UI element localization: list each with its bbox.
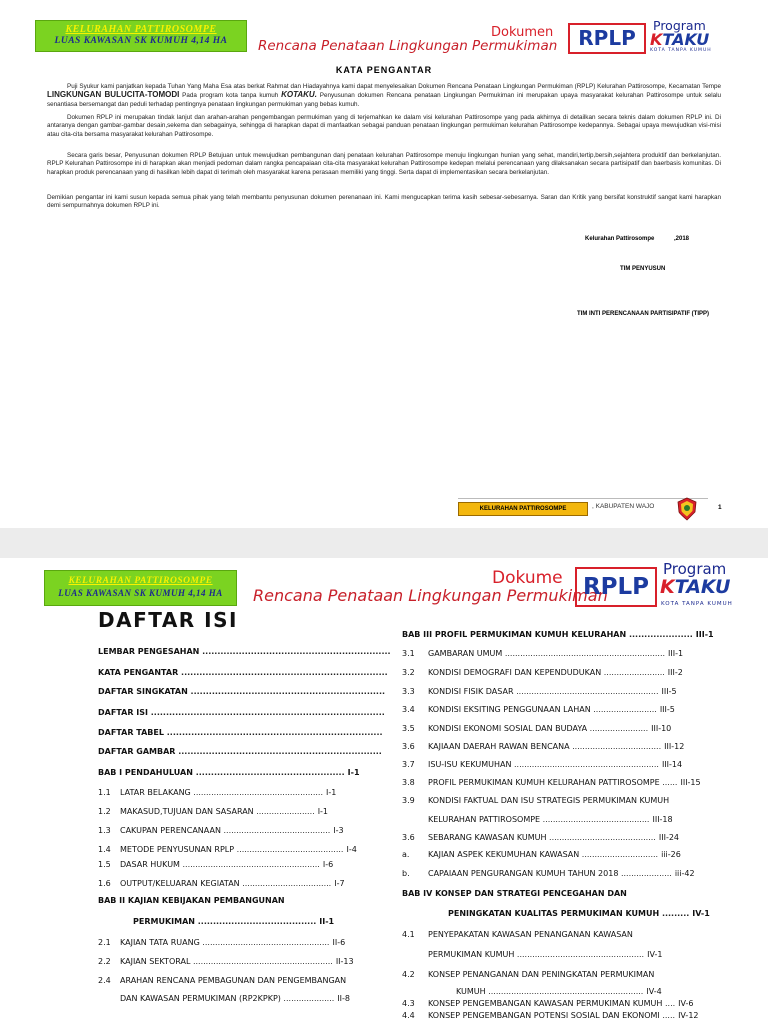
toc-entry-title: LEMBAR PENGESAHAN [98, 647, 200, 656]
toc-entry-title: KONDISI EKSITING PENGGUNAAN LAHAN [428, 705, 591, 714]
dokumen-label: Dokume [492, 568, 563, 588]
banner-line-2: LUAS KAWASAN SK KUMUH 4,14 HA [58, 588, 223, 598]
toc-entry-title: DAFTAR TABEL [98, 728, 164, 737]
toc-entry-page: III-14 [661, 760, 683, 769]
footer-divider [458, 498, 708, 499]
toc-entry-page: III-1 [695, 630, 714, 639]
toc-entry [402, 705, 675, 714]
wajo-emblem-icon [676, 497, 698, 521]
toc-entry-leader: ............................................................... [502, 649, 666, 658]
toc-entry [402, 833, 679, 842]
toc-entry [402, 649, 683, 658]
toc-entry-title: KELURAHAN PATTIROSOMPE [428, 815, 541, 824]
toc-entry [98, 807, 328, 816]
paragraph-1: Puji Syukur kami panjatkan kepada Tuhan Yang Maha Esa atas berkat Rahmat dan Hiadayahnya kami dapat menyelesaikan Dokumen Rencana Penataan Lingkungan Permukiman (RPLP) Kelurahan Pattirosompe, Kecamatan Tempe LINGKUNGAN BULUCITA-TOMODI Pada program kota tanpa kumuh KOTAKU. Penyusunan dokumen Rencana penataan Lingkungan Permukiman ini merupakan upaya masyarakat kelurahan Pattirosompe untuk selalu senantiasa bersemangat dan peduli terhadap pentingnya penataan lingkungan permukiman yang bebas kumuh. [47, 83, 722, 108]
toc-entry [402, 668, 683, 677]
kotaku-subtitle: KOTA TANPA KUMUH [650, 48, 712, 53]
toc-entry-title: KAJIAN ASPEK KEKUMUHAN KAWASAN [428, 850, 580, 859]
signature-tipp: TIM INTI PERENCANAAN PARTISIPATIF (TIPP) [577, 311, 709, 317]
toc-entry-title: CAKUPAN PERENCANAAN [120, 826, 221, 835]
toc-entry-page: III-18 [652, 815, 673, 824]
toc-entry-leader: ....................... [253, 807, 315, 816]
toc-entry-title: KONDISI FAKTUAL DAN ISU STRATEGIS PERMUKIMAN KUMUH [428, 796, 670, 805]
toc-entry-title: GAMBARAN UMUM [428, 649, 503, 658]
toc-entry-number: 1.2 [98, 807, 111, 816]
toc-entry-page: I-3 [333, 826, 344, 835]
toc-entry-title: DAN KAWASAN PERMUKIMAN (RP2KPKP) [120, 994, 281, 1003]
toc-entry [98, 768, 360, 777]
toc-entry [402, 889, 630, 898]
toc-entry-title: ARAHAN RENCANA PEMBAGUNAN DAN PENGEMBANGAN [120, 976, 347, 985]
toc-entry-number: 1.5 [98, 860, 111, 869]
program-label: Program [653, 18, 706, 33]
toc-entry-number: 3.3 [402, 687, 415, 696]
toc-entry-leader: ......... [659, 909, 690, 918]
toc-entry-page: I-1 [317, 807, 329, 816]
toc-entry [402, 760, 682, 769]
toc-entry-leader: .................................................................... [178, 668, 388, 677]
toc-entry [402, 1011, 699, 1020]
toc-entry-title: KONDISI DEMOGRAFI DAN KEPENDUDUKAN [428, 668, 602, 677]
toc-entry [402, 970, 657, 979]
toc-entry-page: III-2 [667, 668, 683, 677]
toc-entry [402, 850, 681, 859]
toc-entry-leader: .................................................. [199, 938, 330, 947]
toc-entry-number: 1.1 [98, 788, 111, 797]
toc-entry [402, 778, 701, 787]
toc-entry-number: 3.6 [402, 742, 415, 751]
toc-entry-page: I-1 [347, 768, 360, 777]
toc-entry-leader: ................................................... [190, 788, 323, 797]
toc-entry-title: DASAR HUKUM [120, 860, 180, 869]
toc-entry-title: KAJIAN TATA RUANG [120, 938, 200, 947]
toc-entry [98, 896, 288, 905]
toc-entry-leader: .................................................. [514, 950, 645, 959]
footer-kabupaten: , KABUPATEN WAJO [592, 503, 655, 510]
toc-entry-leader: .............................. [579, 850, 659, 859]
toc-entry-leader: ....................................... [194, 917, 317, 926]
toc-entry-number: 2.4 [98, 976, 111, 985]
toc-entry-title: BAB II KAJIAN KEBIJAKAN PEMBANGUNAN [98, 896, 285, 905]
toc-entry-page: IV-4 [646, 987, 662, 996]
page-2 [0, 558, 768, 1024]
rplp-logo: RPLP [568, 23, 646, 54]
signature-team: TIM PENYUSUN [620, 266, 666, 272]
toc-entry-number: 4.4 [402, 1011, 415, 1020]
toc-entry [98, 994, 350, 1003]
toc-entry-page: I-4 [346, 845, 357, 854]
toc-entry-page: II-6 [332, 938, 346, 947]
page-gap [0, 528, 768, 558]
toc-entry-leader: ................................... [569, 742, 662, 751]
toc-entry-page: III-15 [680, 778, 701, 787]
toc-entry-title: PROFIL PERMUKIMAN KUMUH KELURAHAN PATTIROSOMPE [428, 778, 660, 787]
toc-entry-page: III-5 [659, 705, 675, 714]
toc-entry-page: III-10 [651, 724, 672, 733]
toc-entry-title: METODE PENYUSUNAN RPLP [120, 845, 235, 854]
toc-entry-page: iii-42 [674, 869, 695, 878]
toc-entry-title: KONSEP PENGEMBANGAN KAWASAN PERMUKIMAN KUMUH [428, 999, 663, 1008]
toc-entry-number: 4.1 [402, 930, 415, 939]
toc-entry-leader: .............................................................. [199, 647, 391, 656]
toc-entry-leader: ................................... [239, 879, 332, 888]
toc-entry-number: 1.4 [98, 845, 111, 854]
page-title: KATA PENGANTAR [335, 65, 433, 75]
toc-entry [98, 668, 391, 677]
toc-entry-page: I-1 [325, 788, 337, 797]
toc-entry [402, 909, 710, 918]
toc-entry-number: 3.1 [402, 649, 415, 658]
toc-entry-title: CAPAIAAN PENGURANGAN KUMUH TAHUN 2018 [428, 869, 619, 878]
toc-entry [98, 647, 394, 656]
toc-entry-title: BAB III PROFIL PERMUKIMAN KUMUH KELURAHAN [402, 630, 627, 639]
toc-entry-title: MAKASUD,TUJUAN DAN SASARAN [120, 807, 254, 816]
toc-entry-leader: ............................................................. [485, 987, 644, 996]
toc-entry [402, 687, 677, 696]
toc-entry-title: KONDISI EKONOMI SOSIAL DAN BUDAYA [428, 724, 588, 733]
banner-line-1: KELURAHAN PATTIROSOMPE [68, 576, 213, 586]
toc-entry-number: 1.3 [98, 826, 111, 835]
footer-kelurahan-badge: KELURAHAN PATTIROSOMPE [458, 502, 588, 516]
toc-entry-number: 3.4 [402, 705, 415, 714]
toc-entry-leader: ................................................................... [175, 747, 382, 756]
toc-entry-number: 3.5 [402, 724, 415, 733]
toc-entry [402, 930, 636, 939]
toc-entry-page: II-8 [337, 994, 350, 1003]
toc-entry-title: PENINGKATAN KUALITAS PERMUKIMAN KUMUH [448, 909, 660, 918]
toc-entry [98, 826, 344, 835]
toc-entry-number: 3.9 [402, 796, 415, 805]
toc-entry [98, 788, 336, 797]
toc-entry [98, 879, 345, 888]
toc-entry [98, 860, 333, 869]
toc-entry-page: I-7 [334, 879, 345, 888]
toc-entry-leader: .......................................... [546, 833, 656, 842]
toc-entry-leader: ................................................................ [187, 687, 386, 696]
toc-entry [402, 950, 662, 959]
toc-entry [98, 976, 349, 985]
toc-title: DAFTAR ISI [98, 608, 238, 632]
toc-entry [98, 957, 354, 966]
toc-entry-leader: .......................................... [540, 815, 650, 824]
toc-entry-page: III-12 [664, 742, 685, 751]
toc-entry [402, 796, 672, 805]
toc-entry-page: iii-26 [661, 850, 681, 859]
toc-entry-leader: ...... [659, 778, 678, 787]
paragraph-3: Secara garis besar, Penyusunan dokumen RPLP Betujuan untuk mewujudkan pembangunan danj penataan kelurahan Pattirosompe menuju lingkungan hunian yang sehat, mandiri,tertip,bersih,sejahtera produktif dan berkelanjutan. RPLP Kelurahan Pattirosompe ini di harapkan akan menjadi pedoman dalam rangka pencapaiaan cita-cita masyarakat kelurahan Pattirosompe kedepan melalui perencanaan yang dilaksanakan secara partisipatif dan baerbasis komunitas. Di harapkan produk perencanaan yang di hasilkan lebih dapat di terimah oleh masyarakat karena perasaan memiliki yang tinggi. Serta dapat di implementasikan secara berkelanjutan. [47, 152, 721, 176]
signature-place: Kelurahan Pattirosompe [585, 236, 655, 242]
toc-entry [430, 987, 662, 996]
toc-entry [98, 728, 386, 737]
toc-entry-leader: .................... [618, 869, 672, 878]
toc-entry-title: SEBARANG KAWASAN KUMUH [428, 833, 547, 842]
toc-entry-leader: .......................................... [220, 826, 331, 835]
document-title: Rencana Penataan Lingkungan Permukiman [253, 586, 608, 605]
toc-entry-number: b. [402, 869, 410, 878]
toc-entry [98, 938, 345, 947]
toc-entry-title: BAB IV KONSEP DAN STRATEGI PENCEGAHAN DAN [402, 889, 627, 898]
toc-entry-title: KONSEP PENANGANAN DAN PENINGKATAN PERMUKIMAN [428, 970, 655, 979]
toc-entry-title: KAJIAAN DAERAH RAWAN BENCANA [428, 742, 570, 751]
toc-entry-number: 4.3 [402, 999, 415, 1008]
toc-entry-number: 3.6 [402, 833, 415, 842]
toc-entry-leader: ......................................................... [511, 760, 659, 769]
toc-entry-page: III-24 [658, 833, 680, 842]
toc-entry [402, 815, 673, 824]
dokumen-label: Dokumen [491, 25, 554, 40]
toc-entry-leader: ...................................................... [179, 860, 320, 869]
toc-entry-title: ISU-ISU KEKUMUHAN [428, 760, 512, 769]
toc-entry-title: PENYEPAKATAN KAWASAN PENANGANAN KAWASAN [428, 930, 633, 939]
toc-entry-page: I-6 [322, 860, 334, 869]
toc-entry-title: DAFTAR GAMBAR [98, 747, 176, 756]
banner-line-1: KELURAHAN PATTIROSOMPE [65, 24, 217, 35]
toc-entry-title: KONSEP PENGEMBANGAN POTENSI SOSIAL DAN EKONOMI [428, 1011, 660, 1020]
toc-entry [98, 687, 388, 696]
toc-entry [98, 708, 388, 717]
toc-entry-leader: ........................................................ [513, 687, 659, 696]
toc-entry-title: KAJIAN SEKTORAL [120, 957, 191, 966]
toc-entry-title: BAB I PENDAHULUAN [98, 768, 193, 777]
toc-entry-title: KUMUH [456, 987, 486, 996]
toc-entry-leader: ................................................. [192, 768, 345, 777]
toc-entry-leader: ....................... [587, 724, 649, 733]
toc-entry-page: IV-12 [678, 1011, 699, 1020]
toc-entry-leader: ......................... [590, 705, 657, 714]
page-number: 1 [718, 504, 722, 511]
toc-entry [98, 747, 385, 756]
toc-entry-number: a. [402, 850, 410, 859]
toc-entry-title: PERMUKIMAN KUMUH [428, 950, 515, 959]
kotaku-logo: KTAKU [660, 576, 731, 598]
toc-entry-number: 4.2 [402, 970, 415, 979]
signature-year: ,2018 [674, 236, 690, 242]
toc-entry-leader: ........................ [601, 668, 665, 677]
toc-entry-leader: .......................................... [234, 845, 344, 854]
kotaku-subtitle: KOTA TANPA KUMUH [661, 601, 733, 607]
toc-entry [402, 630, 714, 639]
toc-entry-leader: ....................................................................... [163, 728, 383, 737]
toc-entry [402, 742, 684, 751]
toc-entry-page: IV-6 [678, 999, 694, 1008]
paragraph-4: Demikian pengantar ini kami susun kepada semua pihak yang telah membantu penyusunan dokumen perenanaan ini. Kami mengucapkan terima kasih sebesar-sebesarnya. Saran dan Kritik yang bersifat konstruktif sangat kami harapkan demi sempurnahnya dokumen RPLP ini. [47, 194, 721, 210]
toc-entry-leader: ..................... [626, 630, 693, 639]
toc-entry-leader: ....................................................... [190, 957, 333, 966]
toc-entry-title: DAFTAR ISI [98, 708, 148, 717]
toc-entry-page: IV-1 [647, 950, 663, 959]
toc-entry [402, 999, 694, 1008]
kelurahan-banner [35, 20, 247, 52]
toc-entry-number: 3.8 [402, 778, 415, 787]
toc-entry [402, 869, 695, 878]
banner-line-2: LUAS KAWASAN SK KUMUH 4,14 HA [54, 36, 228, 46]
toc-entry-title: OUTPUT/KELUARAN KEGIATAN [120, 879, 240, 888]
toc-entry-number: 1.6 [98, 879, 111, 888]
toc-entry-leader: .................... [280, 994, 335, 1003]
kelurahan-banner [44, 570, 237, 606]
rplp-logo: RPLP [575, 567, 657, 607]
toc-entry-number: 2.2 [98, 957, 111, 966]
kotaku-logo: KTAKU [650, 30, 710, 49]
toc-entry-page: II-13 [335, 957, 354, 966]
toc-entry-page: IV-1 [692, 909, 710, 918]
toc-entry-title: KONDISI FISIK DASAR [428, 687, 514, 696]
toc-entry [402, 724, 671, 733]
toc-entry-page: III-1 [668, 649, 684, 658]
toc-entry-title: PERMUKIMAN [133, 917, 195, 926]
toc-entry-number: 3.2 [402, 668, 415, 677]
toc-entry-leader: .... [662, 999, 676, 1008]
toc-entry-number: 2.1 [98, 938, 111, 947]
toc-entry-title: LATAR BELAKANG [120, 788, 191, 797]
toc-entry-page: II-1 [319, 917, 335, 926]
toc-entry [98, 845, 357, 854]
toc-entry [98, 917, 334, 926]
toc-entry-title: KATA PENGANTAR [98, 668, 179, 677]
toc-entry-number: 3.7 [402, 760, 415, 769]
program-label: Program [663, 560, 727, 578]
toc-entry-page: III-5 [661, 687, 677, 696]
document-title: Rencana Penataan Lingkungan Permukiman [258, 38, 558, 54]
paragraph-2: Dokumen RPLP ini merupakan tindak lanjut dan arahan-arahan pengembangan permukiman yang di terjemahkan ke dalam visi kelurahan Pattirosompe yang pada akhirnya di detailkan secara teknis dalam dokumen RPLP ini. Di antaranya dengan gambar-gambar desain,sekema dan sebagainya, sehingga di harapkan dapat di manfaatkan sebagai panduan penataan lingkungan permukiman kelurahan Pattirosompe kedepannya. Sebagai upaya mewujudkan visi-misi atau cita-cita bersama masyarakat kelurahan Pattirosompe. [47, 114, 721, 138]
toc-entry-title: DAFTAR SINGKATAN [98, 687, 188, 696]
toc-entry-leader: ............................................................................. [147, 708, 385, 717]
toc-entry-leader: ..... [659, 1011, 676, 1020]
